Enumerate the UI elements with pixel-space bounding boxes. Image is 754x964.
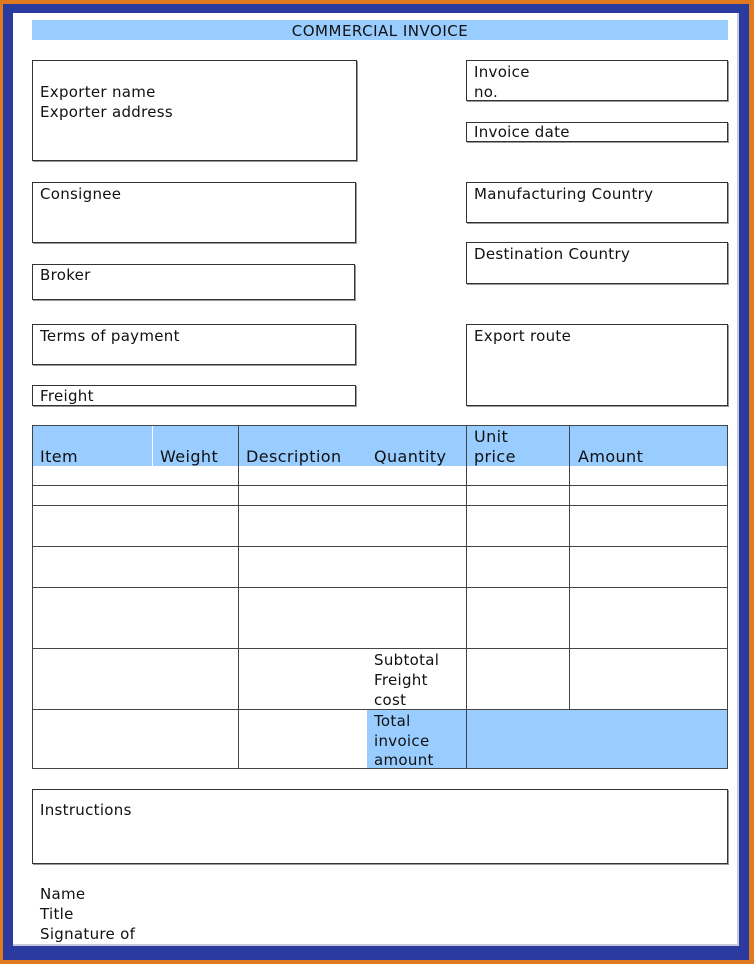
table-line [32, 648, 728, 649]
table-line [32, 587, 728, 588]
table-line [727, 425, 728, 769]
table-line [32, 425, 728, 426]
invoice-no-label-line1: Invoice [474, 63, 530, 81]
invoice-title: COMMERCIAL INVOICE [32, 20, 728, 40]
table-line [32, 505, 728, 506]
freight-cost-label-line1: Freight [374, 671, 428, 689]
total-amount-cell[interactable] [466, 710, 728, 768]
destination-country-label: Destination Country [474, 245, 631, 263]
freight-cost-label-line2: cost [374, 691, 407, 709]
header-unit-price-line2: price [474, 447, 516, 466]
table-line [32, 485, 728, 486]
manufacturing-country-label: Manufacturing Country [474, 185, 654, 203]
instructions-label: Instructions [40, 801, 132, 819]
table-line [32, 425, 33, 769]
table-line [32, 546, 728, 547]
total-label-line1: Total [374, 712, 411, 730]
exporter-name-label: Exporter name [40, 83, 156, 101]
table-line [238, 425, 239, 769]
table-line [569, 425, 570, 710]
instructions-box[interactable] [32, 789, 728, 864]
table-line [466, 425, 467, 769]
table-line [152, 426, 153, 466]
total-label-line3: amount [374, 751, 434, 769]
header-weight: Weight [160, 447, 219, 466]
total-label-line2: invoice [374, 732, 430, 750]
header-unit-price-line1: Unit [474, 427, 509, 446]
exporter-address-label: Exporter address [40, 103, 173, 121]
header-description: Description [246, 447, 342, 466]
consignee-label: Consignee [40, 185, 122, 203]
header-amount: Amount [578, 447, 644, 466]
freight-label: Freight [40, 387, 94, 405]
signature-name-label: Name [40, 885, 86, 903]
signature-of-label: Signature of [40, 925, 136, 943]
header-quantity: Quantity [374, 447, 447, 466]
invoice-no-label-line2: no. [474, 83, 499, 101]
invoice-date-label: Invoice date [474, 123, 570, 141]
header-item: Item [40, 447, 79, 466]
broker-label: Broker [40, 266, 91, 284]
signature-title-label: Title [40, 905, 74, 923]
subtotal-label: Subtotal [374, 651, 440, 669]
terms-of-payment-label: Terms of payment [40, 327, 180, 345]
export-route-label: Export route [474, 327, 572, 345]
